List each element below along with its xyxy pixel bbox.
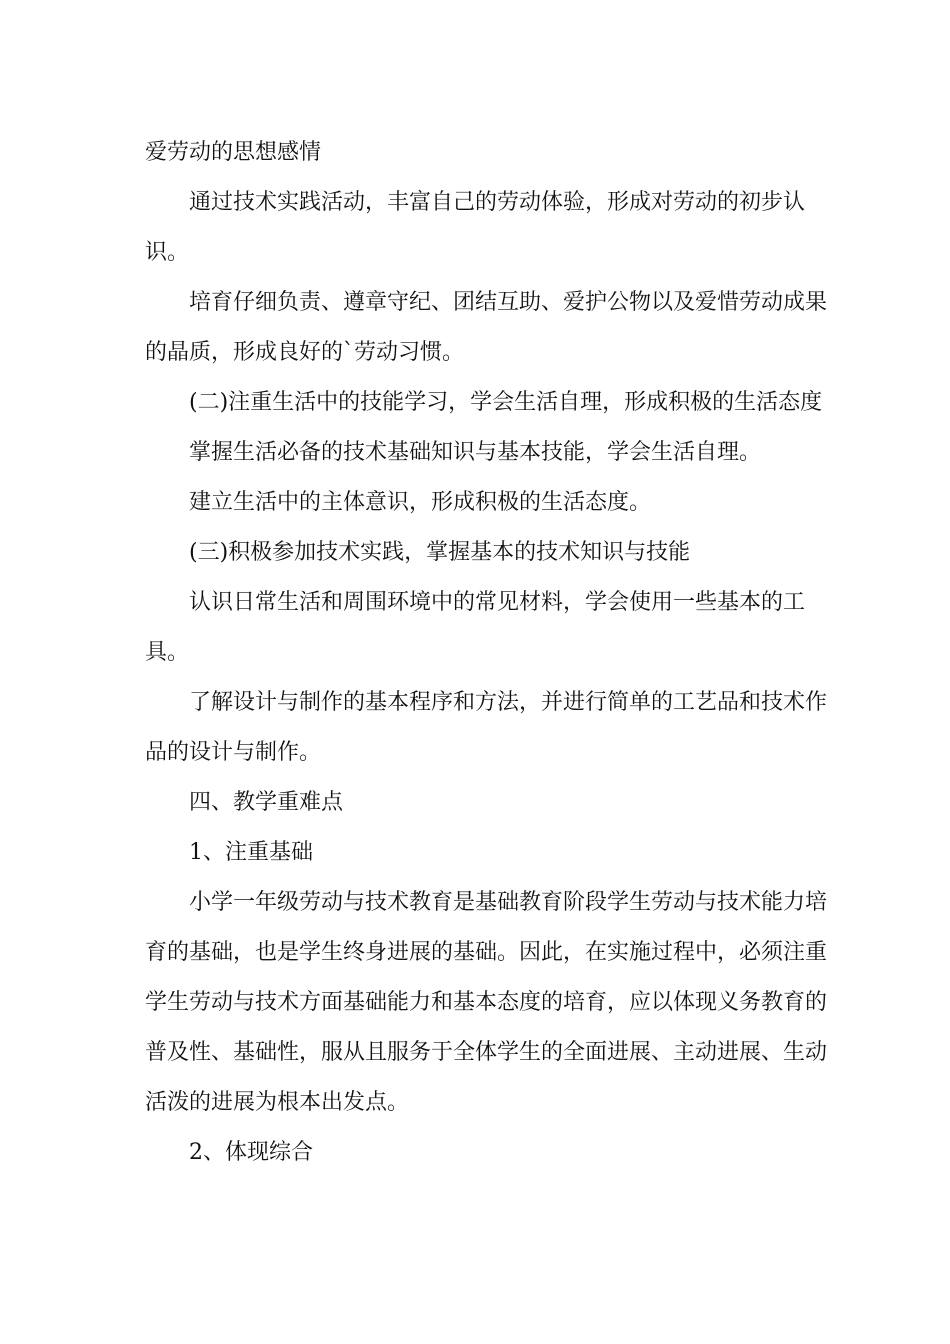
- subsection-heading: 1、注重基础: [189, 840, 313, 865]
- subsection-heading: 2、体现综合: [189, 1140, 313, 1165]
- paragraph: 培育仔细负责、遵章守纪、团结互助、爱护公物以及爱惜劳动成果的晶质，形成良好的`劳动习惯。: [145, 290, 828, 365]
- paragraph: 小学一年级劳动与技术教育是基础教育阶段学生劳动与技术能力培育的基础，也是学生终身进展的基础。因此，在实施过程中，必须注重学生劳动与技术方面基础能力和基本态度的培育，应以体现义务教育的普及性、基础性，服从且服务于全体学生的全面进展、主动进展、生动活泼的进展为根本出发点。: [145, 890, 828, 1115]
- paragraph: 了解设计与制作的基本程序和方法，并进行简单的工艺品和技术作品的设计与制作。: [145, 690, 828, 765]
- paragraph: 通过技术实践活动，丰富自己的劳动体验，形成对劳动的初步认识。: [145, 190, 806, 265]
- section-heading: 四、教学重难点: [189, 790, 344, 815]
- paragraph-continuation: 爱劳动的思想感情: [145, 140, 322, 165]
- section-heading: (三)积极参加技术实践，掌握基本的技术知识与技能: [189, 540, 691, 565]
- paragraph: 掌握生活必备的技术基础知识与基本技能，学会生活自理。: [189, 440, 762, 465]
- paragraph: 认识日常生活和周围环境中的常见材料，学会使用一些基本的工具。: [145, 590, 806, 665]
- document-body: [145, 128, 835, 1178]
- paragraph: 建立生活中的主体意识，形成积极的生活态度。: [189, 490, 652, 515]
- section-heading: (二)注重生活中的技能学习，学会生活自理，形成积极的生活态度: [189, 390, 823, 415]
